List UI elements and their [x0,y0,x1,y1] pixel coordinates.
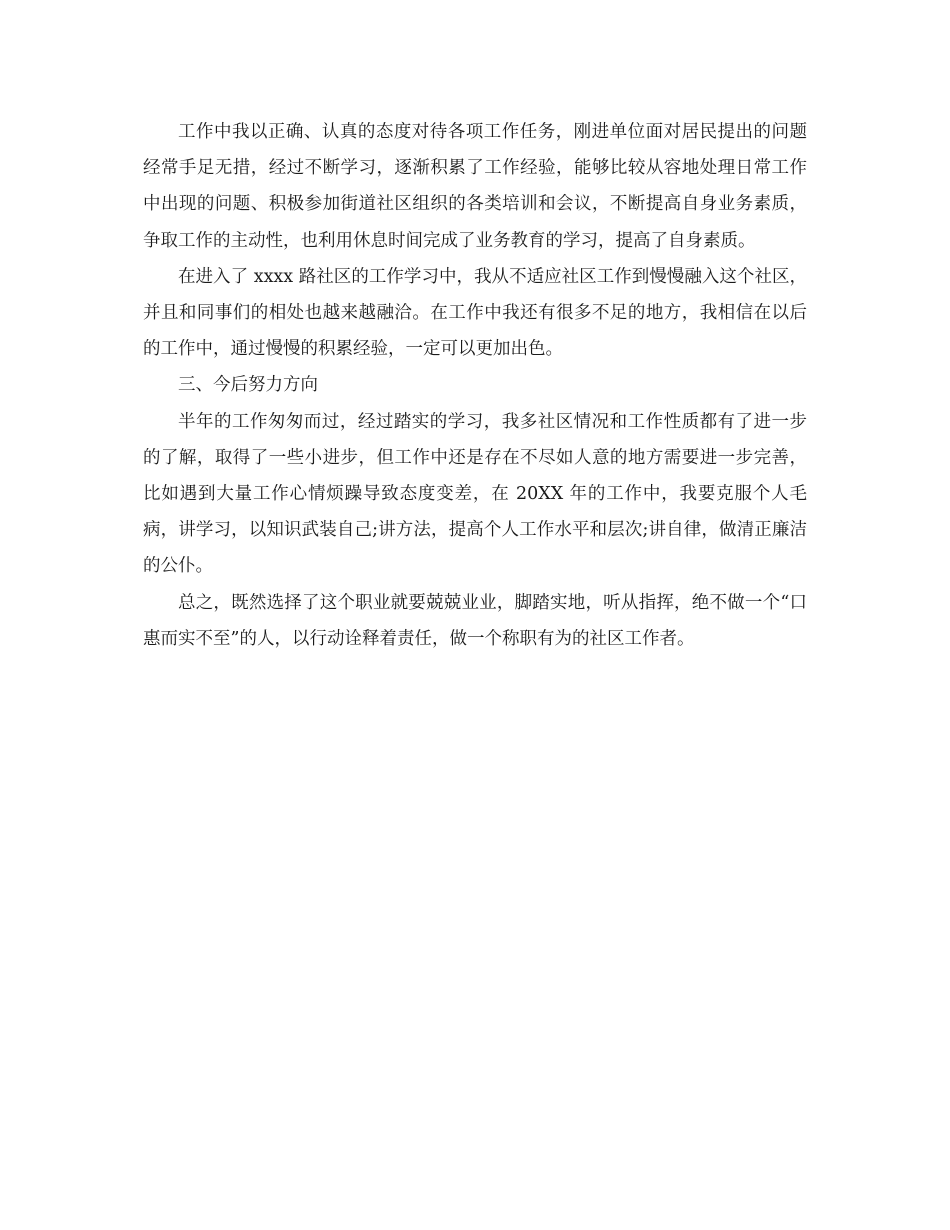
document-body [143,114,807,657]
paragraph-work-attitude: 工作中我以正确、认真的态度对待各项工作任务，刚进单位面对居民提出的问题经常手足无措，经过不断学习，逐渐积累了工作经验，能够比较从容地处理日常工作中出现的问题、积极参加街道社区组织的各类培训和会议，不断提高自身业务素质，争取工作的主动性，也利用休息时间完成了业务教育的学习，提高了自身素质。 [143,122,807,251]
section-heading-future-direction: 三、今后努力方向 [178,375,318,396]
paragraph-half-year-review: 半年的工作匆匆而过，经过踏实的学习，我多社区情况和工作性质都有了进一步的了解，取得了一些小进步，但工作中还是存在不尽如人意的地方需要进一步完善，比如遇到大量工作心情烦躁导致态度变差，在 20XX 年的工作中，我要克服个人毛病，讲学习，以知识武装自己;讲方法，提高个人工作水平和层次;讲自律，做清正廉洁的公仆。 [143,411,807,577]
paragraph-community-integration: 在进入了 xxxx 路社区的工作学习中，我从不适应社区工作到慢慢融入这个社区，并且和同事们的相处也越来越融洽。在工作中我还有很多不足的地方，我相信在以后的工作中，通过慢慢的积累经验，一定可以更加出色。 [143,266,807,360]
paragraph-conclusion: 总之，既然选择了这个职业就要兢兢业业，脚踏实地，听从指挥，绝不做一个“口惠而实不至”的人，以行动诠释着责任，做一个称职有为的社区工作者。 [143,592,807,649]
